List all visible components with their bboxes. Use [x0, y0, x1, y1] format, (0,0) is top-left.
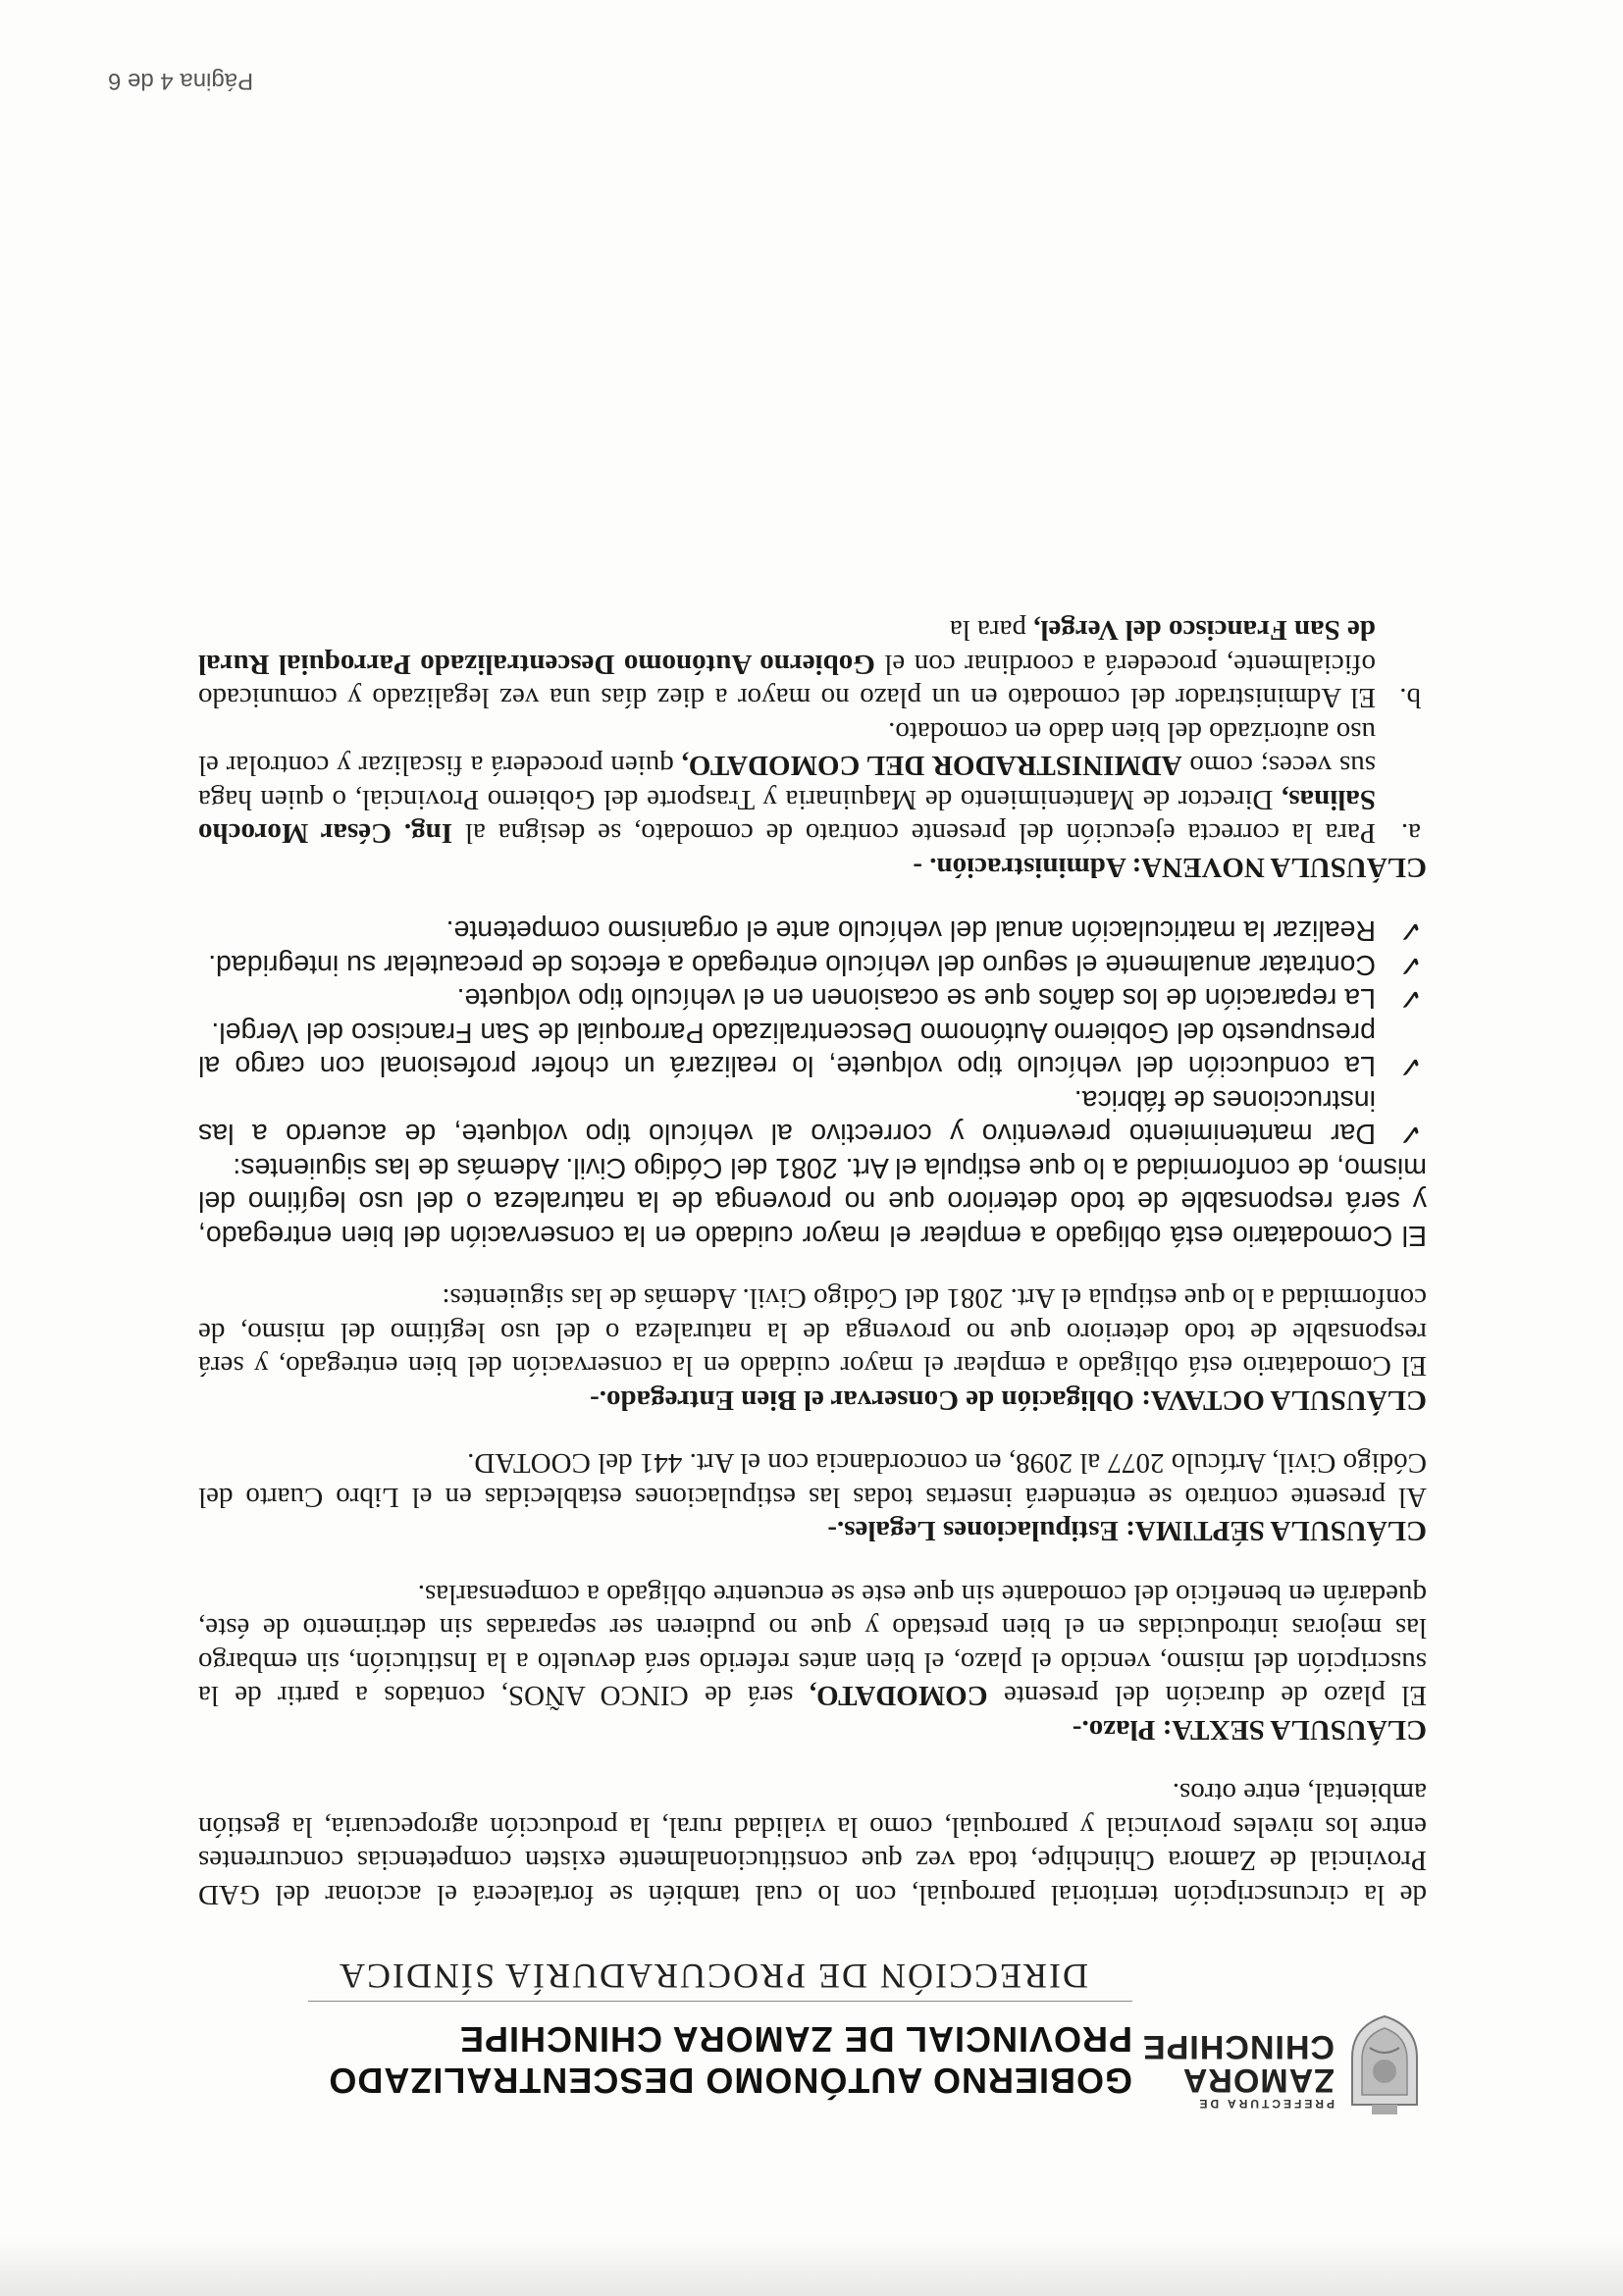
clause-octava-heading: CLÁUSULA OCTAVA: Obligación de Conservar el Bien Entregado.-	[590, 1384, 1427, 1416]
item-a-text-1: Para la correcta ejecución del presente contrato de comodato, se designa al	[452, 817, 1376, 850]
clause-sexta-bold: COMODATO,	[809, 1680, 988, 1712]
logo-subtitle: PREFECTURA DE	[1196, 2097, 1335, 2111]
contract-body	[198, 613, 1427, 1911]
checkmark-icon: ✓	[1397, 914, 1423, 948]
list-item	[198, 1016, 1427, 1083]
letterhead	[151, 1908, 1427, 2124]
checkmark-icon: ✓	[1397, 949, 1423, 981]
list-item	[198, 913, 1427, 948]
checkmark-icon: ✓	[1397, 1118, 1423, 1151]
logo-word-chinchipe: CHINCHIPE	[1141, 2028, 1335, 2065]
scan-shadow	[0, 2237, 1623, 2296]
coat-of-arms-icon	[1342, 2012, 1427, 2116]
checkmark-icon: ✓	[1397, 1050, 1423, 1083]
list-marker: a.	[1400, 817, 1421, 850]
clause-octava-text-repeat: El Comodatario está obligado a emplear el mayor cuidado en la conservación del bien entregado, y será responsable de todo deterioro que no provenga de la naturaleza o del uso legítimo del mismo, de conformidad a lo que estipula el Art. 2081 del Código Civil. Además de las siguientes:	[198, 1152, 1427, 1251]
logo-word-zamora: ZAMORA	[1181, 2061, 1335, 2099]
department-title: DIRECCIÓN DE PROCURADURÍA SÍNDICA	[337, 1957, 1088, 1996]
item-a-bold-1: Ing. César Morocho Salinas,	[198, 784, 1376, 850]
clause-sexta-text-a: El plazo de duración del presente	[987, 1680, 1427, 1712]
list-item	[198, 613, 1427, 715]
institution-title-line2: PROVINCIAL DE ZAMORA CHINCHIPE	[458, 2019, 1132, 2060]
clause-septima-heading: CLÁUSULA SÉPTIMA: Estipulaciones Legales.-	[827, 1515, 1427, 1547]
item-b-bold: Gobierno Autónomo Descentralizado Parroquial Rural de San Francisco del Vergel,	[198, 614, 1376, 680]
checkmark-icon: ✓	[1397, 982, 1423, 1016]
header-divider	[308, 2001, 1132, 2002]
clause-sexta-text-b: será de CINCO AÑOS, contados a partir de la suscripción del mismo, vencido el plazo, el bien antes referido será devuelto a la Institución, sin embargo las mejoras introducidas en el bien prestado y que no pudieren ser separadas sin detrimento de éste, quedarán en beneficio del comodante sin que este se encuentre obligado a compensarlas.	[197, 1579, 1427, 1712]
list-item	[198, 715, 1427, 851]
clause-septima-text: Al presente contrato se entenderá insertas todas las estipulaciones establecidas en el Libro Cuarto del Código Civil, Artículo 2077 al 2098, en concordancia con el Art. 441 del COOTAD.	[198, 1447, 1427, 1513]
item-a-bold-2: ADMINISTRADOR DEL COMODATO,	[681, 750, 1182, 782]
page-number: Página 4 de 6	[108, 68, 254, 94]
item-a-text-2: Director de Mantenimiento de Maquinaria y Trasporte del Gobierno Provincial, o quien haga sus veces; como	[198, 750, 1376, 815]
clause-sexta-heading: CLÁUSULA SEXTA: Plazo.-	[1072, 1714, 1427, 1746]
institution-title	[288, 2018, 1132, 2101]
obligations-list	[198, 913, 1427, 1151]
list-item	[198, 1083, 1427, 1151]
list-item-text: Dar mantenimiento preventivo y correctivo al vehículo tipo volquete, de acuerdo a las instrucciones de fábrica.	[198, 1084, 1376, 1150]
intro-paragraph: de la circunscripción territorial parroquial, con lo cual también se fortalecerá el accionar del GAD Provincial de Zamora Chinchipe, toda vez que constitucionalmente existen competencias concurrentes entre los niveles provincial y parroquial, como la vialidad rural, la producción agropecuaria, la gestión ambiental, entre otros.	[198, 1777, 1427, 1910]
item-b-text-2: para la	[949, 614, 1034, 647]
list-item-text: La reparación de los daños que se ocasionen en el vehículo tipo volquete.	[456, 982, 1376, 1015]
item-a-text-3: quien procederá a fiscalizar y controlar el uso autorizado del bien dado en comodato.	[198, 716, 1376, 782]
list-item	[198, 981, 1427, 1016]
clause-octava-text: El Comodatario está obligado a emplear el mayor cuidado en la conservación del bien entregado, y será responsable de todo deterioro que no provenga de la naturaleza o del uso legítimo del mismo, de conformidad a lo que estipula el Art. 2081 del Código Civil. Además de las siguientes:	[198, 1282, 1427, 1383]
list-item-text: Realizar la matriculación anual del vehículo ante el organismo competente.	[445, 914, 1376, 947]
list-item-text: La conducción del vehículo tipo volquete, lo realizará un chofer profesional con cargo al presupuesto del Gobierno Autónomo Descentralizado Parroquial de San Francisco del Vergel.	[198, 1017, 1376, 1082]
list-item-text: Contratar anualmente el seguro del vehículo entregado a efectos de precautelar su integridad.	[208, 949, 1376, 980]
prefectura-logo	[1141, 1997, 1427, 2124]
institution-title-line1: GOBIERNO AUTÓNOMO DESCENTRALIZADO	[328, 2061, 1132, 2101]
administration-list	[198, 613, 1427, 851]
clause-sexta-text	[198, 1578, 1427, 1713]
list-marker: b.	[1399, 682, 1421, 714]
list-item	[198, 948, 1427, 982]
clause-novena-heading: CLÁUSULA NOVENA: Administración. -	[913, 852, 1427, 883]
item-b-text-1: El Administrador del comodato en un plazo no mayor a diez días una vez legalizado y comunicado oficialmente, procederá a coordinar con el	[198, 649, 1376, 714]
